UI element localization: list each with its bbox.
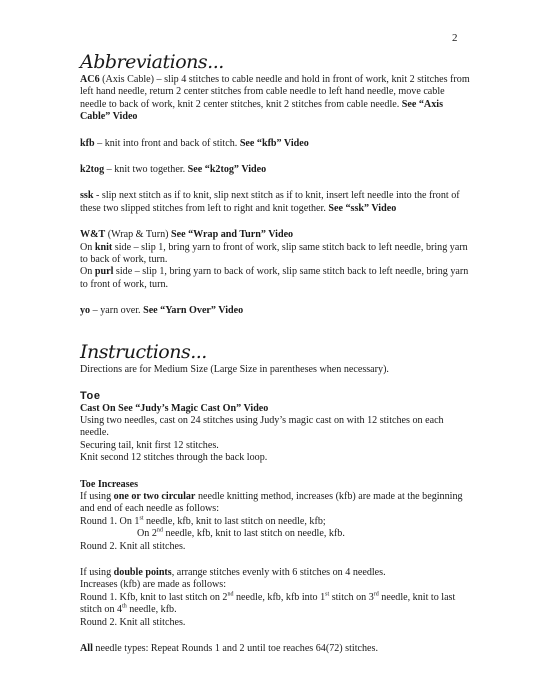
toe-increases-title: Toe Increases xyxy=(80,478,139,490)
abbrev-k2tog xyxy=(80,164,470,176)
toe-increases-circular: Toe Increases If using one or two circular needle knitting method, increases (kfb) are made at the beginning and end of each needle as follows: Round 1. On 1st needle, kfb, knit to last stitch on needle, kfb; On 2nd needle, kfb, knit to last stitch on needle, kfb. Round 2. Knit all stitches. xyxy=(80,478,463,552)
instructions-intro: Directions are for Medium Size (Large Size in parentheses when necessary). xyxy=(80,363,389,375)
page-content xyxy=(80,50,470,655)
abbrev-term: kfb xyxy=(80,137,95,149)
abbrev-text: – yarn over. xyxy=(90,305,144,317)
page-number: 2 xyxy=(452,32,458,44)
video-link[interactable]: See “ssk” Video xyxy=(328,202,397,214)
toe-increases-double-points: If using double points, arrange stitches evenly with 6 stitches on 4 needles. Increases (kfb) are made as follows: Round 1. Kfb, knit to last stitch on 2nd needle, kfb, kfb into 1st stitch on 3rd needle, knit to last stitch on 4th needle, kfb. Round 2. Knit all stitches. xyxy=(80,566,456,628)
video-link[interactable]: See “kfb” Video xyxy=(239,137,309,149)
video-link[interactable]: See “k2tog” Video xyxy=(187,164,267,176)
instructions-heading: Instructions... xyxy=(80,340,207,363)
abbrev-yo xyxy=(80,305,470,317)
purl-side-label: purl xyxy=(94,266,114,278)
abbrev-term: yo xyxy=(80,305,91,317)
knit-side-label: knit xyxy=(94,241,113,253)
abbrev-text: (Wrap & Turn) xyxy=(105,229,171,241)
cast-on-title: Cast On See “Judy’s Magic Cast On” Video xyxy=(80,402,269,414)
abbrev-term: AC6 xyxy=(80,74,100,85)
abbrev-text: – knit into front and back of stitch. xyxy=(94,137,240,149)
video-link[interactable]: See “Yarn Over” Video xyxy=(143,305,244,317)
round-continuation: On 2nd needle, kfb, knit to last stitch on needle, kfb. xyxy=(137,527,345,540)
abbrev-text: (Axis Cable) – slip 4 stitches to cable needle and hold in front of work, knit 2 stitches from left hand needle, return 2 center stitches from cable needle to left hand needle, move cable needle to back of work, knit 2 center stitches, knit 2 stitches from cable needle. xyxy=(80,74,470,110)
abbreviations-heading: Abbreviations... xyxy=(80,51,224,73)
abbrev-term: W&T xyxy=(80,229,106,241)
video-link[interactable]: See “Axis Cable” Video xyxy=(80,98,443,123)
abbrev-term: k2tog xyxy=(80,164,105,176)
all-needle-types: All needle types: Repeat Rounds 1 and 2 until toe reaches 64(72) stitches. xyxy=(80,643,378,654)
abbrev-kfb xyxy=(80,138,470,150)
toe-title: Toe xyxy=(80,390,101,403)
abbrev-wt: W&T (Wrap & Turn) See “Wrap and Turn” Video On knit side – slip 1, bring yarn to front of work, slip same stitch back to left needle, bring yarn to back of work, turn. On purl side – slip 1, bring yarn to back of work, slip same stitch back to left needle, bring yarn to front of work, turn. xyxy=(80,229,469,290)
abbrev-ssk xyxy=(80,190,470,215)
abbrev-term: ssk xyxy=(80,190,94,202)
video-link[interactable]: See “Wrap and Turn” Video xyxy=(171,229,294,241)
cast-on-section: Cast On See “Judy’s Magic Cast On” Video Using two needles, cast on 24 stitches using Judy’s magic cast on with 12 stitches on each needle. Securing tail, knit first 12 stitches. Knit second 12 stitches through the back loop. xyxy=(80,402,444,464)
abbrev-text: - slip next stitch as if to knit, slip next stitch as if to knit, insert left needle into the front of these two slipped stitches from left to right and knit together. xyxy=(80,190,460,214)
abbrev-ac6 xyxy=(80,74,470,124)
abbrev-text: – knit two together. xyxy=(104,164,188,176)
